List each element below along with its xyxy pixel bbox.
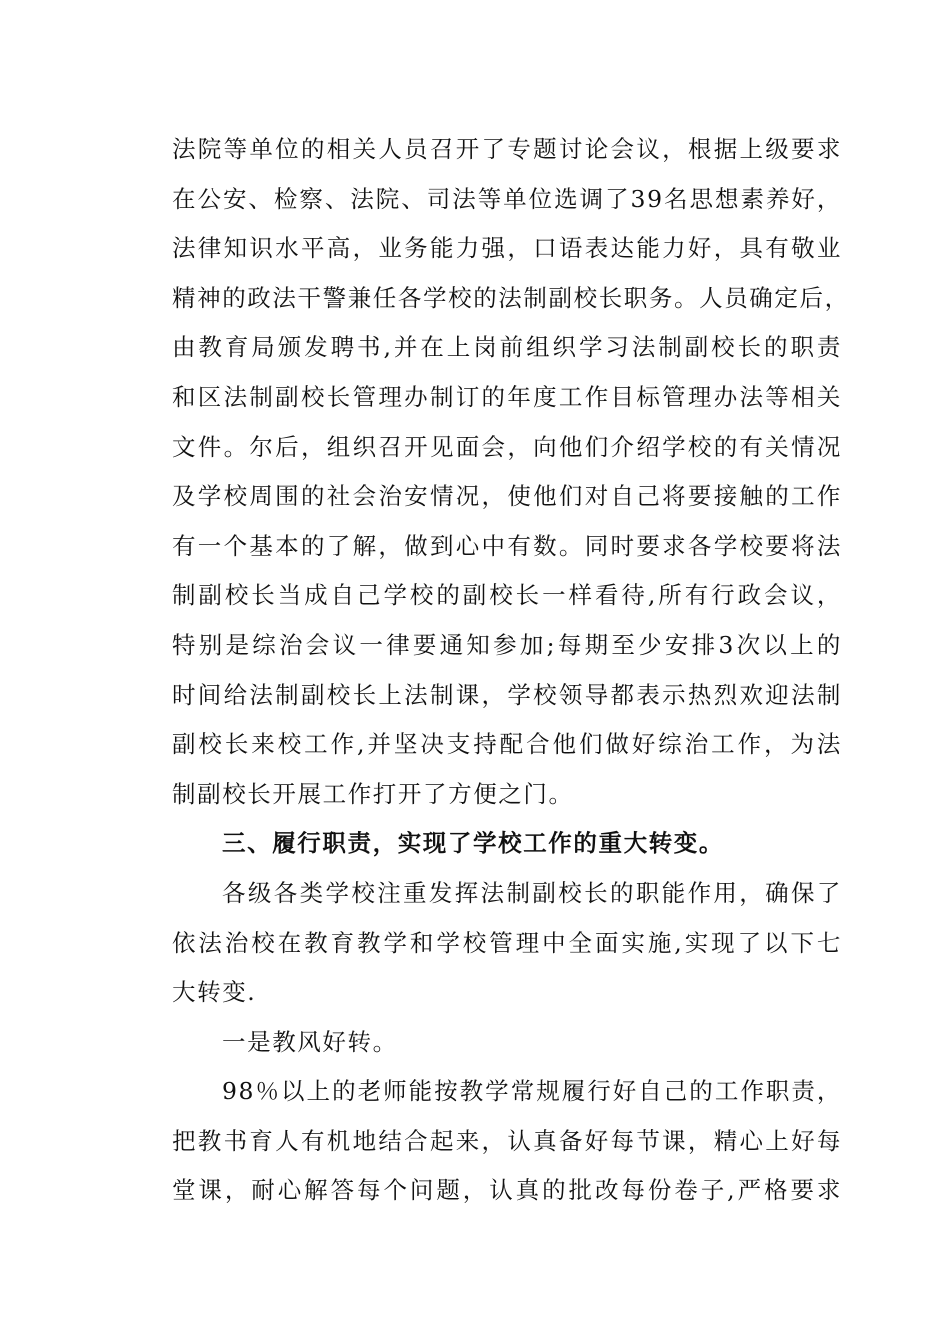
paragraph-line: 把教书育人有机地结合起来，认真备好每节课，精心上好每 <box>172 1126 842 1155</box>
paragraph-line: 副校长来校工作,并坚决支持配合他们做好综治工作，为法 <box>172 730 842 759</box>
paragraph-line: 由教育局颁发聘书,并在上岗前组织学习法制副校长的职责 <box>172 333 842 362</box>
paragraph-line: 依法治校在教育教学和学校管理中全面实施,实现了以下七 <box>172 928 842 957</box>
paragraph-line: 和区法制副校长管理办制订的年度工作目标管理办法等相关 <box>172 382 842 411</box>
paragraph-line: 大转变. <box>172 978 257 1007</box>
paragraph-line: 法院等单位的相关人员召开了专题讨论会议，根据上级要求 <box>172 135 842 163</box>
paragraph-line: 文件。尔后，组织召开见面会，向他们介绍学校的有关情况 <box>172 432 842 461</box>
paragraph-line: 时间给法制副校长上法制课，学校领导都表示热烈欢迎法制 <box>172 680 842 709</box>
paragraph-line: 制副校长当成自己学校的副校长一样看待,所有行政会议， <box>172 581 842 610</box>
paragraph-line: 法律知识水平高，业务能力强，口语表达能力好，具有敬业 <box>172 234 842 263</box>
paragraph-line: 及学校周围的社会治安情况，使他们对自己将要接触的工作 <box>172 482 842 511</box>
paragraph-line: 有一个基本的了解，做到心中有数。同时要求各学校要将法 <box>172 531 842 560</box>
paragraph-line: 制副校长开展工作打开了方便之门。 <box>172 779 574 808</box>
paragraph-line: 精神的政法干警兼任各学校的法制副校长职务。人员确定后， <box>172 283 850 312</box>
paragraph-line: 98％以上的老师能按教学常规履行好自己的工作职责， <box>222 1077 842 1106</box>
paragraph-line: 各级各类学校注重发挥法制副校长的职能作用，确保了 <box>222 878 842 907</box>
section-heading: 三、履行职责，实现了学校工作的重大转变。 <box>222 829 724 858</box>
paragraph-line: 堂课，耐心解答每个问题，认真的批改每份卷子,严格要求 <box>172 1176 842 1205</box>
subheading: 一是教风好转。 <box>222 1027 398 1056</box>
paragraph-line: 特别是综治会议一律要通知参加;每期至少安排3次以上的 <box>172 630 842 659</box>
paragraph-line: 在公安、检察、法院、司法等单位选调了39名思想素养好， <box>172 184 842 213</box>
document-body <box>172 125 850 1216</box>
